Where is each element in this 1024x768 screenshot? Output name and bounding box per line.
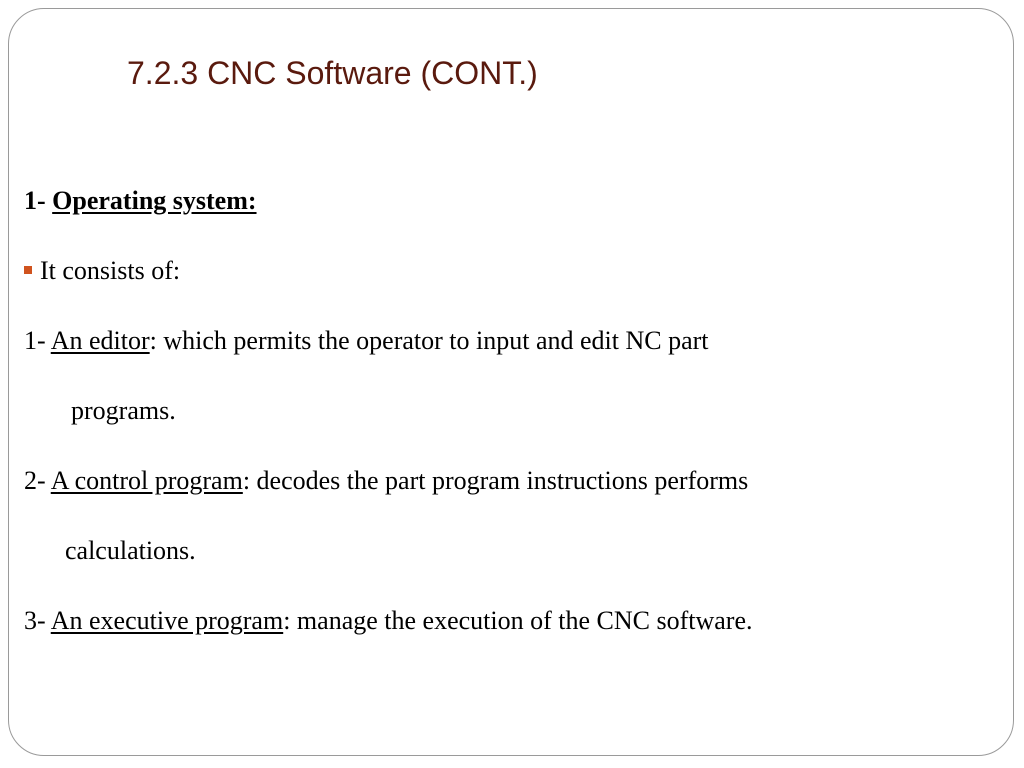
list-item — [24, 604, 753, 638]
slide-title: 7.2.3 CNC Software (CONT.) — [127, 55, 538, 91]
list-item-description: : manage the execution of the CNC software. — [283, 606, 753, 635]
list-item — [24, 324, 709, 358]
list-item-description: : decodes the part program instructions performs — [242, 466, 749, 495]
slide-frame — [8, 8, 1014, 756]
list-item-number: 3- — [24, 606, 51, 635]
bullet-text: It consists of: — [40, 256, 181, 285]
list-item-term: An editor — [50, 326, 150, 355]
list-item-number: 2- — [24, 466, 51, 495]
bullet-line — [24, 254, 180, 288]
section-heading — [24, 184, 257, 218]
section-heading-text: Operating system: — [52, 186, 257, 215]
list-item-continuation: programs. — [71, 396, 176, 425]
list-item-term: A control program — [50, 466, 243, 495]
list-item-number: 1- — [24, 326, 51, 355]
section-number: 1- — [24, 186, 53, 215]
square-bullet-icon — [24, 266, 32, 274]
list-item — [24, 464, 748, 498]
list-item-continuation: calculations. — [65, 536, 196, 565]
list-item-term: An executive program — [50, 606, 284, 635]
list-item-description: : which permits the operator to input and edit NC part — [149, 326, 709, 355]
